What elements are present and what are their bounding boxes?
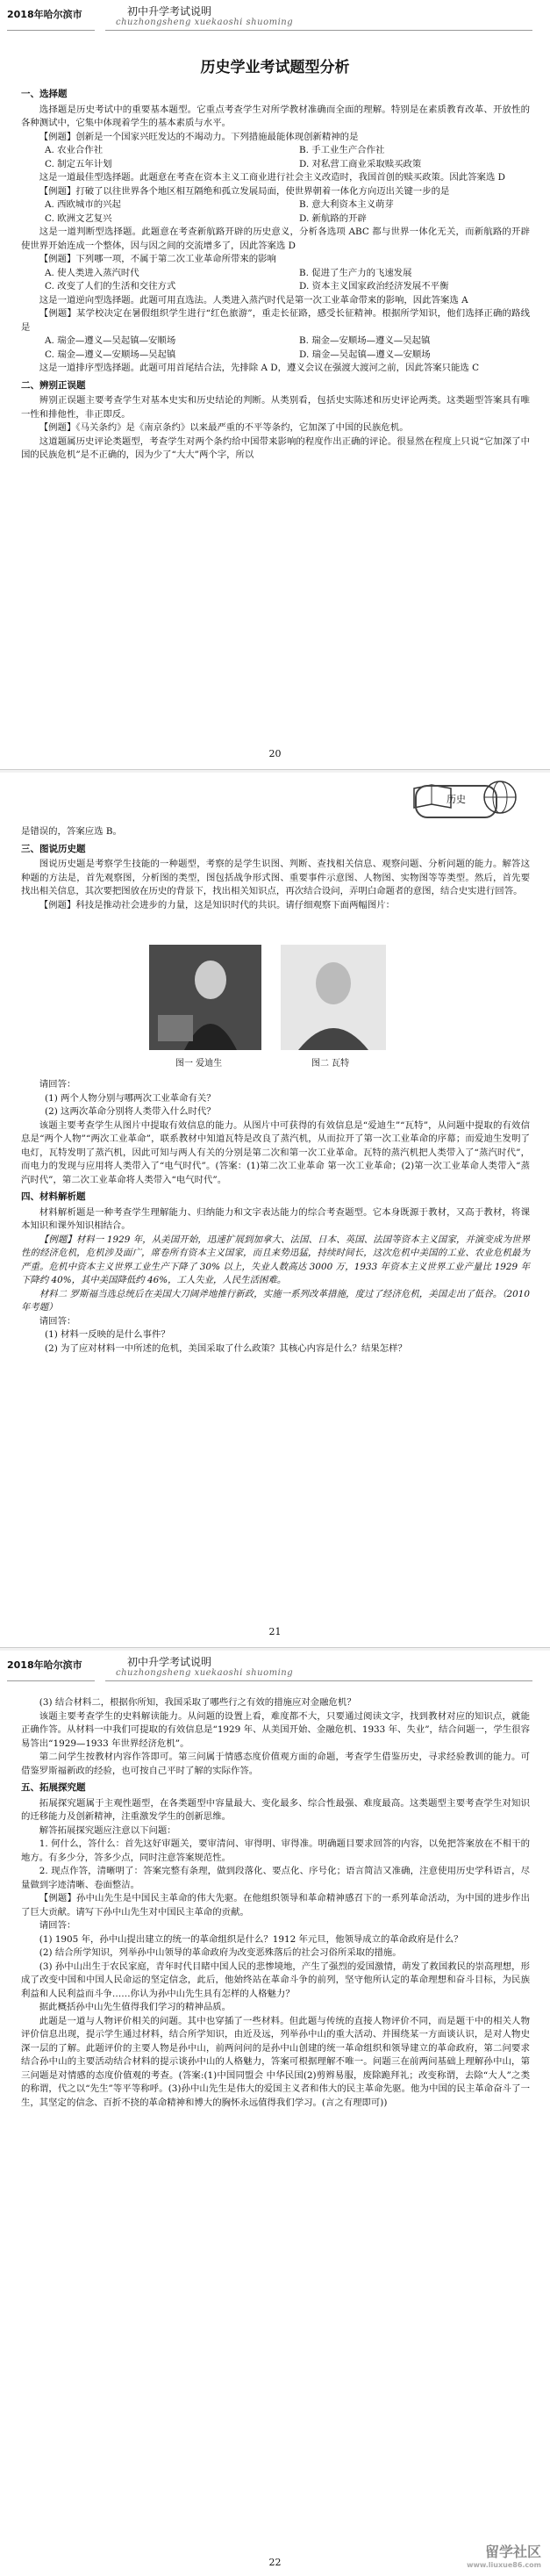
header-year: 2018年哈尔滨市	[7, 1659, 82, 1671]
page-body-continued	[21, 1078, 530, 1356]
explanation: 该题主要考查学生的史料解读能力。从问题的设置上看，难度都不大，只要通过阅读文字，找到教材对应的知识点，就能正确作答。从材料一中我们可提取的有效信息是“1929 年、从美国开始、金融危机、1933 年、失业”，结合问题一，学生很容易答出“1929—1933 年世界经济危机”。	[21, 1710, 530, 1749]
header-pinyin: chuzhongsheng xuekaoshi shuoming	[116, 1668, 294, 1678]
paragraph: 拓展探究题属于主观性题型，在各类题型中容量最大、变化最多、综合性最强、难度最高。这类题型主要考查学生对知识的迁移能力及创新精神，注重激发学生的创新思维。	[21, 1797, 530, 1822]
paragraph: 2. 现点作答，清晰明了：答案完整有条理，做到段落化、要点化、序号化；语言简洁又准确，注意使用历史学科语言，尽量做到字迹清晰、卷面整洁。	[21, 1866, 530, 1890]
explanation: 这是一道逆向型选择题。此题可用直选法。人类进入蒸汽时代是第一次工业革命带来的影响，因此答案选 A	[39, 294, 468, 306]
page-21	[0, 773, 550, 1651]
header-pinyin: chuzhongsheng xuekaoshi shuoming	[116, 18, 294, 27]
figure-group	[149, 945, 395, 1068]
page-20	[0, 0, 550, 773]
question: (1) 材料一反映的是什么事件？	[45, 1329, 170, 1340]
page-header	[0, 0, 550, 39]
question: (3) 孙中山出生于农民家庭，青年时代目睹中国人民的悲惨境地，产生了强烈的爱国激情，萌发了救国救民的崇高理想，形成了改变中国和中国人民命运的坚定信念，此后，他始终站在革命斗争的前列，坚守他所认定的革命理想和奋斗目标，为民族利益和人民利益而斗争……你认为孙中山先生具有怎样的人格魅力？	[21, 1961, 530, 1999]
example-question: 【例题】某学校决定在暑假组织学生进行“红色旅游”，重走长征路，感受长征精神。根据所学知识，他们选择正确的路线是	[21, 308, 530, 333]
example-question: 【例题】孙中山先生是中国民主革命的伟大先驱。在他组织领导和革命精神感召下的一系列革命活动，为中国的进步作出了巨大贡献。请写下孙中山先生对中国民主革命的贡献。	[21, 1893, 530, 1918]
edison-photo	[149, 945, 261, 1050]
paragraph: 据此概括孙中山先生值得我们学习的精神品质。	[39, 2002, 231, 2012]
subject-badge: 历史	[415, 785, 497, 818]
page-body	[21, 1696, 530, 2110]
option: C. 瑞金—遵义—安顺场—吴起镇 D. 瑞金—吴起镇—遵义—安顺场	[45, 349, 431, 360]
watt-portrait	[281, 945, 386, 1050]
page-header	[0, 1651, 550, 1689]
header-title: 初中升学考试说明	[127, 1656, 212, 1668]
option: A. 瑞金—遵义—吴起镇—安顺场 B. 瑞金—安顺场—遵义—吴起镇	[45, 335, 431, 346]
paragraph: 是错误的，答案应选 B。	[21, 826, 122, 837]
material: 【例题】材料一 1929 年，从美国开始，迅速扩展到加拿大、法国、日本、英国、法国等资本主义国家，并演变成为世界性的经济危机，危机涉及面广，席卷所有资本主义国家，而且来势迅猛，持续时间长，这次危机中美国的工业、农业危机最为严重。危机中资本主义世界工业生产下降了 30% 以上，失业人数高达 3000 万，1933 年资本主义世界工业产量比 1929 年下降约 40%，其中美国降低约 46%，工人失业，人民生活困难。	[21, 1234, 530, 1285]
paragraph: 选择题是历史考试中的重要基本题型。它重点考查学生对所学教材准确而全面的理解。特别是在素质教育改革、开放性的各种测试中，它集中体现着学生的基本素质与水平。	[21, 104, 530, 128]
section-heading: 五、拓展探究题	[21, 1782, 86, 1793]
example-question: 【例题】打破了以往世界各个地区相互隔绝和孤立发展局面，使世界朝着一体化方向迈出关键一步的是	[39, 185, 450, 197]
page-number: 21	[268, 1626, 282, 1637]
page-number: 20	[268, 748, 282, 759]
figure-caption: 图二 瓦特	[311, 1059, 350, 1069]
explanation: 这道题属历史评论类题型，考查学生对两个条约给中国带来影响的程度作出正确的评论。很显然在程度上只说“它加深了中国的民族危机”是不正确的，因为少了“大大”两个字，所以	[21, 435, 530, 460]
page-body	[21, 84, 530, 463]
explanation: 这是一道最佳型选择题。此题意在考查在资本主义工商业进行社会主义改造时，我国首创的赎买政策。因此答案选 D	[39, 172, 505, 183]
example-question: 【例题】《马关条约》是《南京条约》以来最严重的不平等条约，它加深了中国的民族危机。	[39, 422, 409, 433]
page-22	[0, 1651, 550, 2576]
option: C. 制定五年计划 D. 对私营工商业采取赎买政策	[45, 158, 422, 169]
option: A. 农业合作社 B. 手工业生产合作社	[45, 145, 385, 155]
page-number: 22	[268, 2557, 282, 2568]
section-heading: 一、选择题	[21, 89, 68, 99]
question: (3) 结合材料二，根据你所知，我国采取了哪些行之有效的措施应对金融危机？	[39, 1697, 356, 1708]
header-rule	[105, 30, 532, 31]
paragraph: 请回答：	[39, 1079, 76, 1090]
page-title: 历史学业考试题型分析	[200, 59, 350, 76]
example-question: 【例题】下列哪一项，不属于第二次工业革命所带来的影响	[39, 254, 276, 264]
page-body	[21, 825, 530, 912]
option: A. 西欧城市的兴起 B. 意大利资本主义萌芽	[45, 199, 394, 210]
section-heading: 四、材料解析题	[21, 1191, 86, 1202]
question: (1) 两个人物分别与哪两次工业革命有关？	[45, 1092, 216, 1104]
paragraph: 辨别正误题主要考查学生对基本史实和历史结论的判断。从类别看，包括史实陈述和历史评论两类。这类题型答案具有唯一性和排他性，非正即反。	[21, 395, 530, 420]
option: C. 欧洲文艺复兴 D. 新航路的开辟	[45, 212, 367, 224]
question: (2) 结合所学知识，列举孙中山领导的革命政府为改变恶殊落后的社会习俗所采取的措施。	[39, 1947, 402, 1958]
question: (2) 这两次革命分别将人类带入什么时代？	[45, 1106, 216, 1117]
globe-icon	[481, 778, 519, 817]
paragraph: 请回答：	[39, 1315, 76, 1327]
section-heading: 三、图说历史题	[21, 843, 86, 854]
explanation: 这是一道判断型选择题。此题意在考查新航路开辟的历史意义，分析各选项 ABC 都与世界一体化无关，而新航路的开辟使世界开始连成一个整体，因与因之间的交流增多了，因此答案选 D	[21, 227, 530, 251]
example-question: 【例题】科技是推动社会进步的力量，这是知识时代的共识。请仔细观察下面两幅图片：	[39, 899, 396, 910]
paragraph: 材料解析题是一种考查学生理解能力、归纳能力和文字表达能力的综合考查题型。它本身既源于教材，又高于教材，将课本知识和课外知识相结合。	[21, 1206, 530, 1231]
material: 材料二 罗斯福当选总统后在美国大刀阔斧地推行新政，实施一系列改革措施，度过了经济危机，美国走出了低谷。（2010 年考题）	[21, 1288, 530, 1313]
header-rule	[7, 1680, 95, 1681]
option: A. 使人类进入蒸汽时代 B. 促进了生产力的飞速发展	[45, 267, 412, 278]
paragraph: 请回答：	[39, 1920, 76, 1931]
header-rule	[105, 1680, 532, 1681]
section-heading: 二、辨别正误题	[21, 379, 86, 391]
question: (1) 1905 年，孙中山提出建立的统一的革命组织是什么？1912 年元旦，他领导成立的革命政府是什么？	[39, 1933, 463, 1945]
explanation: 此题是一道与人物评价相关的问题。其中也穿插了一些材料。但此题与传统的直接人物评价不同，而是题干中的相关人物评价信息出现，提示学生通过材料，结合所学知识，由近及远，列举孙中山的重大活动、并围绕某一方面谈认识，是对人物史深一层的了解。此题评价的主要人物是孙中山，前两问问的是孙中山创建的统一革命组织和领导建立的革命政府，第二问要求结合孙中山的主要活动结合材料的提示谈孙中山的人格魅力，答案可根据理解不唯一。问题三在前两问基础上理解孙中山，第三问题是对情感的态度价值观的考查。(答案:(1)中国同盟会 中华民国(2)剪辫易服，废除跪拜礼；改变称谓，去除“大人”之类的称谓，代之以“先生”等平等称呼。(3)孙中山先生是伟大的爱国主义者和伟大的民主革命先驱。他为中国的民主革命奋斗了一生，其坚定的信念、百折不挠的革命精神和博大的胸怀永远值得我们学习。(言之有理即可))	[21, 2015, 530, 2108]
question: (2) 为了应对材料一中所述的危机，美国采取了什么政策？其核心内容是什么？结果怎样？	[45, 1342, 407, 1354]
paragraph: 解答拓展探究题应注意以下问题：	[39, 1824, 176, 1836]
explanation: 该题主要考查学生从图片中提取有效信息的能力。从图片中可获得的有效信息是“爱迪生”“瓦特”，从问题中提取的有效信息是“两个人物”“两次工业革命”，联系教材中知道瓦特是改良了蒸汽机，从而拉开了第一次工业革命的序幕；而爱迪生发明了电灯，瓦特发明了蒸汽机，因此可知与两人有关的分别是第二次和第一次工业革命。瓦特的蒸汽机把人类带入了“蒸汽时代”，而电力的发现与应用将人类带入了“电气时代”。(答案：(1)第二次工业革命 第一次工业革命；(2)第一次工业革命人类带入“蒸汽时代”，第二次工业革命将人类带入“电气时代”。	[21, 1119, 530, 1185]
header-rule	[7, 30, 95, 31]
figure-caption: 图一 爱迪生	[175, 1059, 223, 1069]
option: C. 改变了人们的生活和交往方式 D. 资本主义国家政治经济发展不平衡	[45, 281, 449, 291]
explanation: 这是一道排序型选择题。此题可用首尾结合法，先排除 A D，遵义会议在强渡大渡河之前，因此答案只能选 C	[39, 363, 480, 373]
example-question: 【例题】创新是一个国家兴旺发达的不竭动力。下列措施最能体现创新精神的是	[39, 131, 359, 142]
paragraph: 图说历史题是考察学生技能的一种题型，考察的是学生识图、判断、查找相关信息、观察问题、分析问题的能力。解答这种题的方法是，首先观察图，分析图的类型，图包括战争形式图、重要事件示意图、人物图、实物图等等类型。然后，首先要找出相关信息，其次要把图放在历史的背景下，找出相关知识点，再次结合设问，弄明白命题者的意图，结合史实进行回答。	[21, 859, 530, 896]
header-year: 2018年哈尔滨市	[7, 9, 82, 20]
explanation: 第二问学生按教材内容作答即可。第三问属于情感态度价值观方面的命题，考查学生借鉴历史，寻求经验教训的能力。可借鉴罗斯福新政的经验，也可按自己平时了解的实际作答。	[21, 1752, 530, 1776]
header-title: 初中升学考试说明	[127, 5, 212, 18]
watermark-logo: 留学社区 www.liuxue86.com	[467, 2544, 541, 2569]
paragraph: 1. 何什么，答什么：首先这好审题关，要审清问、审得明、审得准。明确题目要求回答的内容，以免把答案放在不相干的地方。有多少分，答多少点，同时注意答案规范性。	[21, 1838, 530, 1863]
